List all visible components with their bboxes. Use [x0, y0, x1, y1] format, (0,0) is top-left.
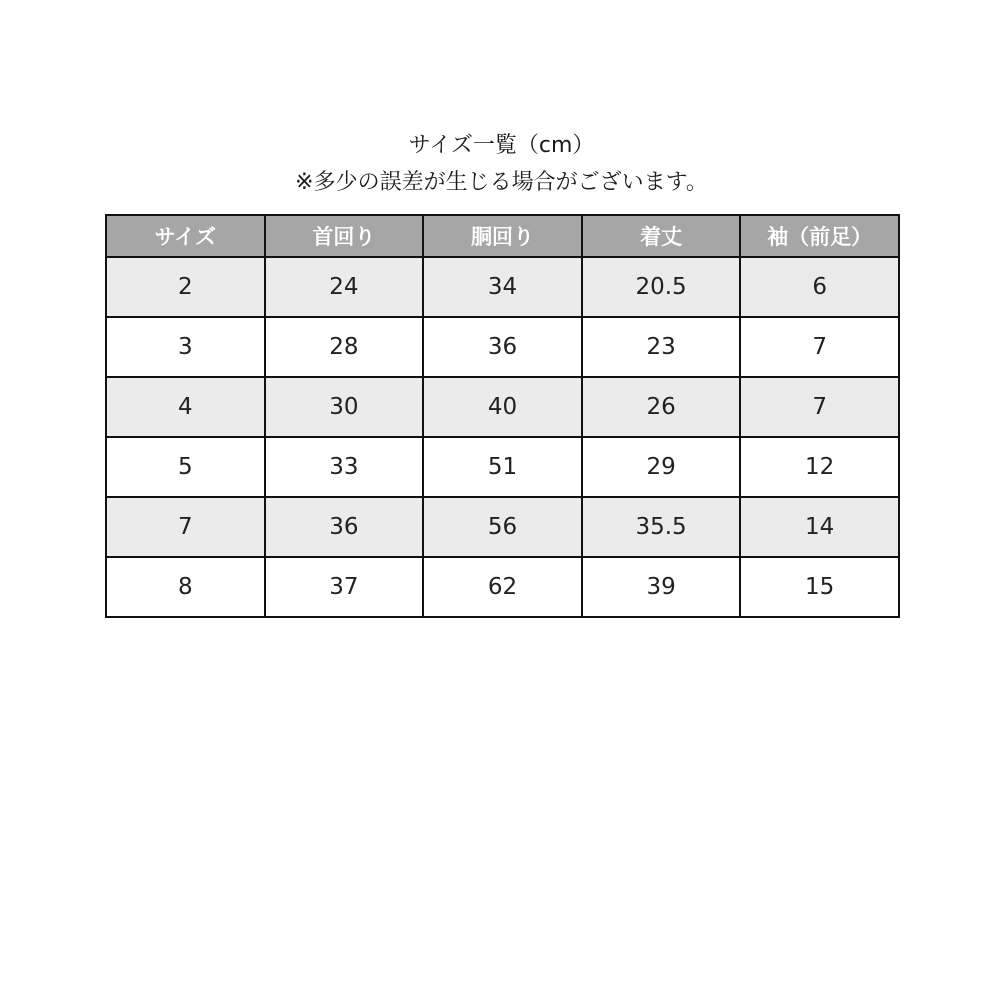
cell-neck: 33 [265, 437, 424, 497]
cell-neck: 30 [265, 377, 424, 437]
table-header-row [106, 215, 899, 257]
cell-size: 4 [106, 377, 265, 437]
table-row [106, 557, 899, 617]
cell-neck: 37 [265, 557, 424, 617]
cell-neck: 24 [265, 257, 424, 317]
disclaimer-note: ※多少の誤差が生じる場合がございます。 [295, 170, 708, 195]
header-neck: 首回り [265, 215, 424, 257]
cell-sleeve: 6 [740, 257, 899, 317]
cell-neck: 28 [265, 317, 424, 377]
page-title: サイズ一覧（cm） [408, 133, 595, 158]
table-row [106, 317, 899, 377]
header-sleeve: 袖（前足） [740, 215, 899, 257]
cell-size: 8 [106, 557, 265, 617]
cell-length: 29 [582, 437, 741, 497]
cell-sleeve: 14 [740, 497, 899, 557]
cell-size: 7 [106, 497, 265, 557]
cell-neck: 36 [265, 497, 424, 557]
cell-chest: 34 [423, 257, 582, 317]
table-row [106, 377, 899, 437]
size-table [105, 214, 900, 618]
cell-chest: 62 [423, 557, 582, 617]
cell-length: 20.5 [582, 257, 741, 317]
cell-length: 39 [582, 557, 741, 617]
cell-length: 35.5 [582, 497, 741, 557]
cell-size: 2 [106, 257, 265, 317]
cell-sleeve: 15 [740, 557, 899, 617]
cell-size: 5 [106, 437, 265, 497]
cell-sleeve: 7 [740, 377, 899, 437]
header-size: サイズ [106, 215, 265, 257]
table-row [106, 257, 899, 317]
header-chest: 胴回り [423, 215, 582, 257]
cell-length: 23 [582, 317, 741, 377]
cell-size: 3 [106, 317, 265, 377]
cell-chest: 56 [423, 497, 582, 557]
table-row [106, 437, 899, 497]
cell-length: 26 [582, 377, 741, 437]
cell-sleeve: 7 [740, 317, 899, 377]
cell-sleeve: 12 [740, 437, 899, 497]
cell-chest: 40 [423, 377, 582, 437]
table-row [106, 497, 899, 557]
cell-chest: 36 [423, 317, 582, 377]
header-length: 着丈 [582, 215, 741, 257]
cell-chest: 51 [423, 437, 582, 497]
